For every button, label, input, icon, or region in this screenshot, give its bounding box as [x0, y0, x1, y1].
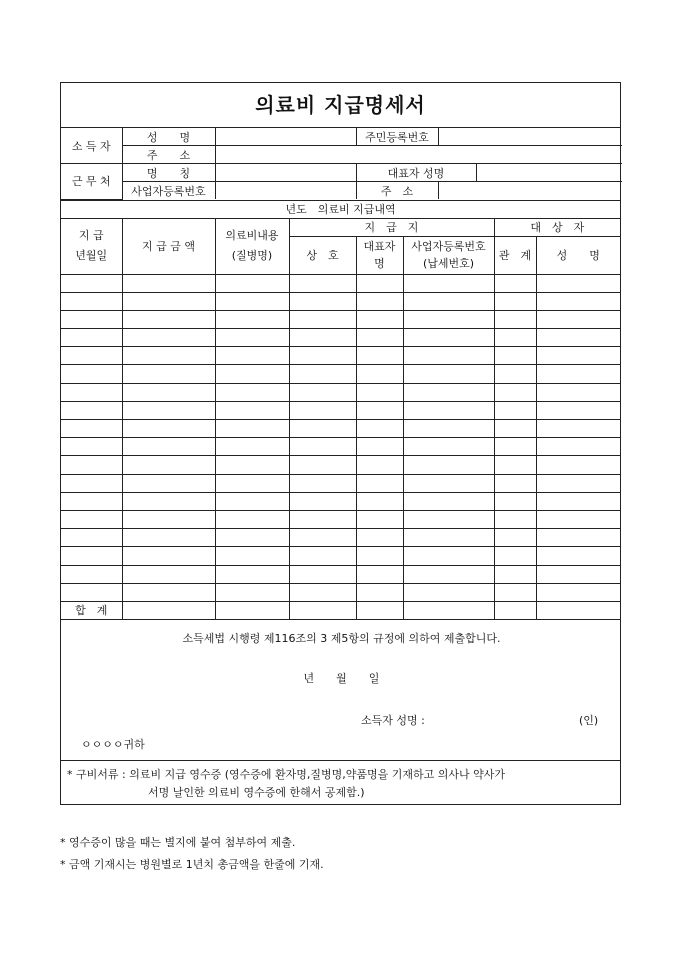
content-cell[interactable]	[215, 365, 289, 383]
pay-date-cell[interactable]	[61, 492, 122, 510]
rep-cell[interactable]	[356, 383, 403, 401]
target-name-cell[interactable]	[536, 529, 620, 547]
taxpayer-label: 소 득 자	[61, 128, 122, 164]
header-target-name: 성 명	[536, 236, 620, 274]
rrn-field[interactable]	[438, 128, 622, 146]
rep-cell[interactable]	[356, 329, 403, 347]
target-name-cell[interactable]	[536, 329, 620, 347]
content-cell[interactable]	[215, 401, 289, 419]
amount-cell[interactable]	[122, 347, 215, 365]
pay-date-cell[interactable]	[61, 529, 122, 547]
content-cell[interactable]	[215, 292, 289, 310]
amount-cell[interactable]	[122, 292, 215, 310]
shop-cell[interactable]	[289, 420, 356, 438]
rep-name-field[interactable]	[476, 164, 622, 182]
pay-date-cell[interactable]	[61, 510, 122, 528]
relation-cell[interactable]	[494, 329, 536, 347]
form-title: 의료비 지급명세서	[61, 83, 620, 128]
payee-bizno-cell[interactable]	[403, 401, 494, 419]
target-name-cell[interactable]	[536, 383, 620, 401]
payee-bizno-cell[interactable]	[403, 329, 494, 347]
table-row	[61, 420, 620, 438]
rep-cell[interactable]	[356, 292, 403, 310]
payee-bizno-cell[interactable]	[403, 583, 494, 601]
table-row	[61, 510, 620, 528]
pay-date-cell[interactable]	[61, 565, 122, 583]
payee-bizno-cell[interactable]	[403, 510, 494, 528]
rep-cell[interactable]	[356, 420, 403, 438]
rep-name-label: 대표자 성명	[356, 164, 476, 182]
amount-cell[interactable]	[122, 401, 215, 419]
table-row	[61, 456, 620, 474]
target-name-cell[interactable]	[536, 456, 620, 474]
pay-date-cell[interactable]	[61, 329, 122, 347]
declaration-text: 소득세법 시행령 제116조의 3 제5항의 규정에 의하여 제출합니다.	[182, 631, 501, 645]
relation-cell[interactable]	[494, 565, 536, 583]
pay-date-cell[interactable]	[61, 583, 122, 601]
table-row	[61, 365, 620, 383]
pay-date-cell[interactable]	[61, 420, 122, 438]
shop-cell[interactable]	[289, 365, 356, 383]
seal-mark: (인)	[579, 713, 599, 727]
pay-date-cell[interactable]	[61, 383, 122, 401]
target-name-cell[interactable]	[536, 420, 620, 438]
attachment-line-2: 서명 날인한 의료비 영수증에 한해서 공제함.)	[148, 785, 365, 799]
target-name-cell[interactable]	[536, 292, 620, 310]
relation-cell[interactable]	[494, 456, 536, 474]
total-cell	[403, 601, 494, 619]
pay-date-cell[interactable]	[61, 456, 122, 474]
header-content: 의료비내용 (질병명)	[215, 218, 289, 274]
content-cell[interactable]	[215, 547, 289, 565]
pay-date-cell[interactable]	[61, 474, 122, 492]
amount-cell[interactable]	[122, 565, 215, 583]
header-payee: 지 급 지	[289, 218, 494, 236]
relation-cell[interactable]	[494, 529, 536, 547]
payee-bizno-cell[interactable]	[403, 547, 494, 565]
shop-cell[interactable]	[289, 292, 356, 310]
amount-cell[interactable]	[122, 583, 215, 601]
content-cell[interactable]	[215, 510, 289, 528]
rep-cell[interactable]	[356, 438, 403, 456]
target-name-cell[interactable]	[536, 474, 620, 492]
workplace-label: 근 무 처	[61, 164, 122, 200]
total-cell	[536, 601, 620, 619]
shop-cell[interactable]	[289, 565, 356, 583]
payee-bizno-cell[interactable]	[403, 456, 494, 474]
target-name-cell[interactable]	[536, 274, 620, 292]
shop-cell[interactable]	[289, 456, 356, 474]
medical-expense-form	[60, 82, 621, 805]
table-row	[61, 292, 620, 310]
table-row	[61, 383, 620, 401]
target-name-cell[interactable]	[536, 547, 620, 565]
table-row	[61, 583, 620, 601]
relation-cell[interactable]	[494, 420, 536, 438]
rep-cell[interactable]	[356, 347, 403, 365]
relation-cell[interactable]	[494, 310, 536, 328]
relation-cell[interactable]	[494, 347, 536, 365]
rep-cell[interactable]	[356, 565, 403, 583]
payee-bizno-cell[interactable]	[403, 492, 494, 510]
table-row	[61, 565, 620, 583]
content-cell[interactable]	[215, 347, 289, 365]
rep-cell[interactable]	[356, 547, 403, 565]
amount-cell[interactable]	[122, 329, 215, 347]
rep-cell[interactable]	[356, 274, 403, 292]
table-row	[61, 438, 620, 456]
content-cell[interactable]	[215, 583, 289, 601]
rep-cell[interactable]	[356, 310, 403, 328]
pay-date-cell[interactable]	[61, 365, 122, 383]
amount-cell[interactable]	[122, 474, 215, 492]
attachment-line-1: * 구비서류 : 의료비 지급 영수증 (영수증에 환자명,질병명,약품명을 기재하고 의사나 약사가	[67, 767, 505, 781]
target-name-cell[interactable]	[536, 438, 620, 456]
total-cell	[494, 601, 536, 619]
company-name-field[interactable]	[215, 164, 356, 182]
content-cell[interactable]	[215, 310, 289, 328]
declaration-date: 년 월 일	[303, 671, 380, 685]
rep-cell[interactable]	[356, 401, 403, 419]
target-name-cell[interactable]	[536, 401, 620, 419]
footnote-2: * 금액 기재시는 병원별로 1년치 총금액을 한줄에 기재.	[60, 858, 324, 871]
address2-label: 주 소	[356, 182, 438, 200]
rep-cell[interactable]	[356, 529, 403, 547]
pay-date-cell[interactable]	[61, 310, 122, 328]
payee-bizno-cell[interactable]	[403, 310, 494, 328]
table-row	[61, 329, 620, 347]
table-row	[61, 492, 620, 510]
bizno-label: 사업자등록번호	[122, 182, 215, 200]
target-name-cell[interactable]	[536, 565, 620, 583]
total-amount-field[interactable]	[122, 601, 215, 619]
amount-cell[interactable]	[122, 492, 215, 510]
address-label: 주 소	[122, 146, 215, 164]
header-shop: 상 호	[289, 236, 356, 274]
content-cell[interactable]	[215, 492, 289, 510]
header-rep: 대표자 명	[356, 236, 403, 274]
rrn-label: 주민등록번호	[356, 128, 438, 146]
target-name-cell[interactable]	[536, 365, 620, 383]
total-cell	[289, 601, 356, 619]
rep-cell[interactable]	[356, 510, 403, 528]
rep-cell[interactable]	[356, 365, 403, 383]
expense-table	[61, 200, 620, 619]
shop-cell[interactable]	[289, 583, 356, 601]
header-relation: 관 계	[494, 236, 536, 274]
pay-date-cell[interactable]	[61, 274, 122, 292]
table-row	[61, 529, 620, 547]
amount-cell[interactable]	[122, 383, 215, 401]
content-cell[interactable]	[215, 438, 289, 456]
relation-cell[interactable]	[494, 292, 536, 310]
rep-cell[interactable]	[356, 456, 403, 474]
address-field[interactable]	[215, 146, 622, 164]
header-payee-bizno: 사업자등록번호 (납세번호)	[403, 236, 494, 274]
table-row	[61, 310, 620, 328]
shop-cell[interactable]	[289, 510, 356, 528]
relation-cell[interactable]	[494, 383, 536, 401]
shop-cell[interactable]	[289, 347, 356, 365]
shop-cell[interactable]	[289, 474, 356, 492]
name-label: 성 명	[122, 128, 215, 146]
content-cell[interactable]	[215, 329, 289, 347]
table-row	[61, 401, 620, 419]
payee-bizno-cell[interactable]	[403, 565, 494, 583]
shop-cell[interactable]	[289, 529, 356, 547]
target-name-cell[interactable]	[536, 310, 620, 328]
amount-cell[interactable]	[122, 547, 215, 565]
shop-cell[interactable]	[289, 492, 356, 510]
shop-cell[interactable]	[289, 310, 356, 328]
pay-date-cell[interactable]	[61, 292, 122, 310]
header-pay-date: 지 급 년월일	[61, 218, 122, 274]
company-name-label: 명 칭	[122, 164, 215, 182]
relation-cell[interactable]	[494, 492, 536, 510]
content-cell[interactable]	[215, 529, 289, 547]
rep-cell[interactable]	[356, 492, 403, 510]
relation-cell[interactable]	[494, 365, 536, 383]
payee-bizno-cell[interactable]	[403, 347, 494, 365]
relation-cell[interactable]	[494, 510, 536, 528]
payee-bizno-cell[interactable]	[403, 274, 494, 292]
payee-bizno-cell[interactable]	[403, 529, 494, 547]
payee-bizno-cell[interactable]	[403, 438, 494, 456]
amount-cell[interactable]	[122, 456, 215, 474]
content-cell[interactable]	[215, 565, 289, 583]
name-field[interactable]	[215, 128, 356, 146]
table-row	[61, 347, 620, 365]
declaration-section	[61, 619, 620, 760]
shop-cell[interactable]	[289, 383, 356, 401]
address2-field[interactable]	[438, 182, 622, 200]
rep-cell[interactable]	[356, 474, 403, 492]
amount-cell[interactable]	[122, 438, 215, 456]
target-name-cell[interactable]	[536, 510, 620, 528]
shop-cell[interactable]	[289, 547, 356, 565]
amount-cell[interactable]	[122, 365, 215, 383]
content-cell[interactable]	[215, 274, 289, 292]
content-cell[interactable]	[215, 456, 289, 474]
attachment-notes	[61, 760, 620, 804]
payee-bizno-cell[interactable]	[403, 365, 494, 383]
content-cell[interactable]	[215, 383, 289, 401]
relation-cell[interactable]	[494, 583, 536, 601]
payee-bizno-cell[interactable]	[403, 474, 494, 492]
section-title: 년도 의료비 지급내역	[61, 200, 620, 218]
rep-cell[interactable]	[356, 583, 403, 601]
amount-cell[interactable]	[122, 310, 215, 328]
pay-date-cell[interactable]	[61, 438, 122, 456]
shop-cell[interactable]	[289, 274, 356, 292]
signer-name-field[interactable]	[439, 708, 579, 726]
payee-bizno-cell[interactable]	[403, 383, 494, 401]
relation-cell[interactable]	[494, 474, 536, 492]
amount-cell[interactable]	[122, 529, 215, 547]
table-row	[61, 547, 620, 565]
footnote-1: * 영수증이 많을 때는 별지에 붙여 첨부하여 제출.	[60, 836, 296, 849]
content-cell[interactable]	[215, 420, 289, 438]
relation-cell[interactable]	[494, 438, 536, 456]
content-cell[interactable]	[215, 474, 289, 492]
info-table	[61, 128, 622, 200]
header-target: 대 상 자	[494, 218, 620, 236]
target-name-cell[interactable]	[536, 583, 620, 601]
pay-date-cell[interactable]	[61, 547, 122, 565]
shop-cell[interactable]	[289, 438, 356, 456]
payee-bizno-cell[interactable]	[403, 420, 494, 438]
total-label: 합 계	[61, 601, 122, 619]
pay-date-cell[interactable]	[61, 401, 122, 419]
total-cell	[215, 601, 289, 619]
target-name-cell[interactable]	[536, 347, 620, 365]
bizno-field[interactable]	[215, 182, 356, 200]
pay-date-cell[interactable]	[61, 347, 122, 365]
amount-cell[interactable]	[122, 274, 215, 292]
relation-cell[interactable]	[494, 274, 536, 292]
amount-cell[interactable]	[122, 420, 215, 438]
amount-cell[interactable]	[122, 510, 215, 528]
header-amount: 지 급 금 액	[122, 218, 215, 274]
recipient: ㅇㅇㅇㅇ귀하	[81, 737, 145, 751]
shop-cell[interactable]	[289, 329, 356, 347]
shop-cell[interactable]	[289, 401, 356, 419]
target-name-cell[interactable]	[536, 492, 620, 510]
relation-cell[interactable]	[494, 401, 536, 419]
relation-cell[interactable]	[494, 547, 536, 565]
signer-label: 소득자 성명 :	[361, 713, 425, 727]
table-row	[61, 274, 620, 292]
payee-bizno-cell[interactable]	[403, 292, 494, 310]
table-row	[61, 474, 620, 492]
total-cell	[356, 601, 403, 619]
